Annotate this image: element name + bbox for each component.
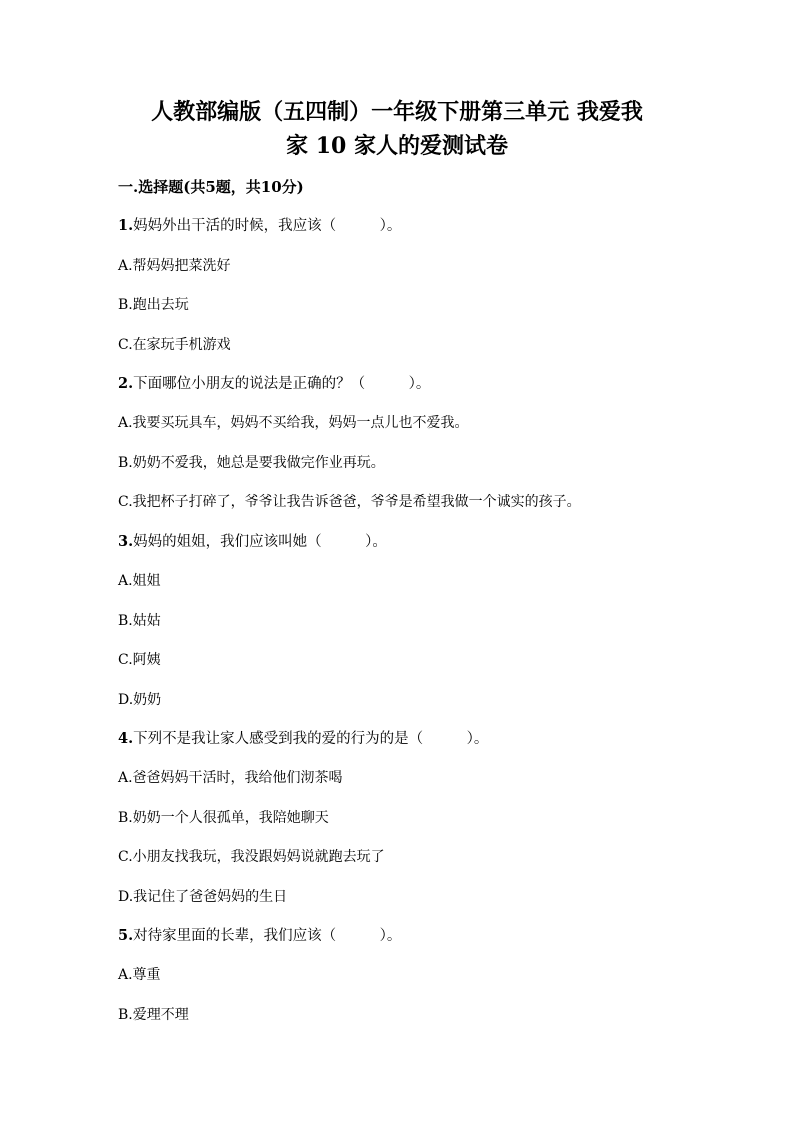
question-2 bbox=[118, 374, 430, 394]
question-number: 2. bbox=[118, 375, 134, 392]
question-text: 妈妈的姐姐，我们应该叫她（ ）。 bbox=[133, 534, 387, 550]
q4-option-b: B.奶奶一个人很孤单，我陪她聊天 bbox=[118, 810, 329, 826]
q4-option-d: D.我记住了爸爸妈妈的生日 bbox=[118, 889, 288, 905]
question-4 bbox=[118, 729, 488, 749]
q4-option-a: A.爸爸妈妈干活时，我给他们沏茶喝 bbox=[118, 770, 343, 786]
q5-option-b: B.爱理不理 bbox=[118, 1007, 189, 1023]
question-number: 4. bbox=[118, 730, 134, 747]
question-text: 妈妈外出干活的时候，我应该（ ）。 bbox=[133, 218, 402, 234]
question-1 bbox=[118, 216, 401, 236]
q3-option-d: D.奶奶 bbox=[118, 692, 162, 708]
q1-option-c: C.在家玩手机游戏 bbox=[118, 337, 231, 353]
q2-option-a: A.我要买玩具车，妈妈不买给我，妈妈一点儿也不爱我。 bbox=[118, 415, 469, 431]
question-5 bbox=[118, 926, 401, 946]
q5-option-a: A.尊重 bbox=[118, 967, 161, 983]
question-text: 对待家里面的长辈，我们应该（ ）。 bbox=[133, 928, 402, 944]
question-number: 1. bbox=[118, 217, 134, 234]
page-title-line-1: 人教部编版（五四制）一年级下册第三单元 我爱我 bbox=[151, 99, 643, 125]
q3-option-a: A.姐姐 bbox=[118, 573, 161, 589]
q3-option-b: B.姑姑 bbox=[118, 613, 161, 629]
question-3 bbox=[118, 532, 387, 552]
q3-option-c: C.阿姨 bbox=[118, 652, 161, 668]
q1-option-b: B.跑出去玩 bbox=[118, 297, 189, 313]
q2-option-c: C.我把杯子打碎了，爷爷让我告诉爸爸，爷爷是希望我做一个诚实的孩子。 bbox=[118, 494, 581, 510]
page-title-line-2: 家 10 家人的爱测试卷 bbox=[286, 133, 508, 159]
question-number: 3. bbox=[118, 533, 134, 550]
q1-option-a: A.帮妈妈把菜洗好 bbox=[118, 258, 231, 274]
question-text: 下面哪位小朋友的说法是正确的？（ ）。 bbox=[133, 376, 431, 392]
question-text: 下列不是我让家人感受到我的爱的行为的是（ ）。 bbox=[133, 731, 489, 747]
q4-option-c: C.小朋友找我玩，我没跟妈妈说就跑去玩了 bbox=[118, 849, 385, 865]
section-heading: 一.选择题(共5题，共10分) bbox=[118, 178, 304, 196]
question-number: 5. bbox=[118, 927, 134, 944]
q2-option-b: B.奶奶不爱我，她总是要我做完作业再玩。 bbox=[118, 455, 385, 471]
